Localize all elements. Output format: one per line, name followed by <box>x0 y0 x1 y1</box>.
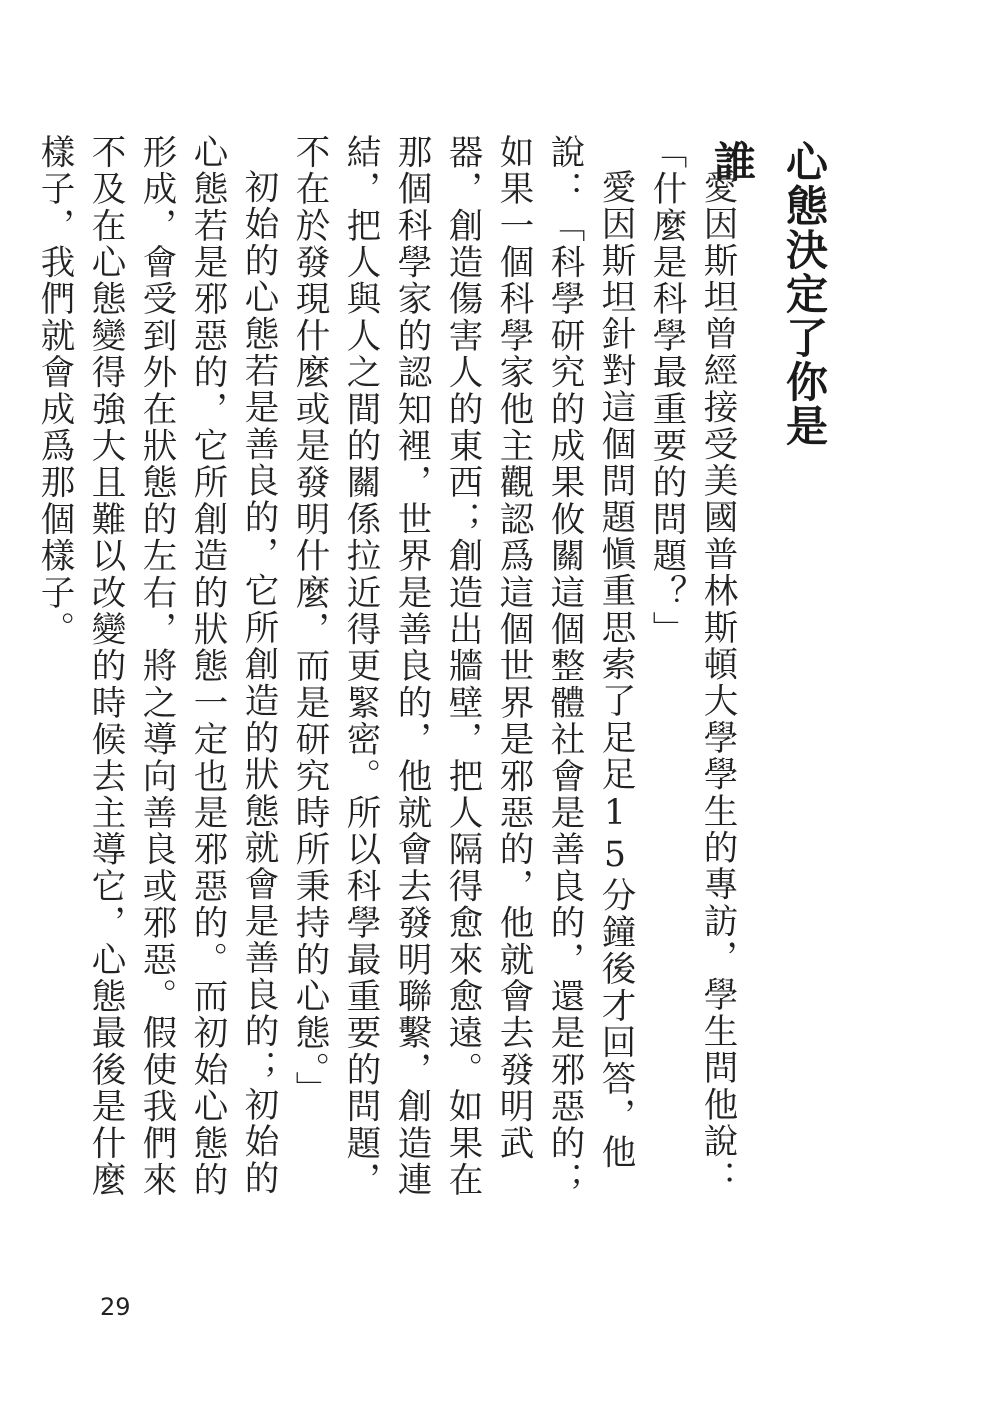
paragraph-3: 初始的心態若是善良的，它所創造的狀態就會是善良的；初始的心態若是邪惡的，它所創造的狀態一定也是邪惡的。而初始心態的形成，會受到外在狀態的左右，將之導向善良或邪惡。假使我們來不及在心態變得強大且難以改變的時候去主導它，心態最後是什麼樣子，我們就會成爲那個樣子。 <box>34 134 278 1199</box>
paragraph-1: 愛因斯坦曾經接受美國普林斯頓大學學生的專訪，學生問他說：「什麼是科學最重要的問題？」 <box>646 134 737 1197</box>
body-text <box>34 134 742 1214</box>
paragraph-2: 愛因斯坦針對這個問題愼重思索了足足15分鐘後才回答，他說：「科學研究的成果攸關這個整體社會是善良的，還是邪惡的；如果一個科學家他主觀認爲這個世界是邪惡的，他就會去發明武器，創造傷害人的東西；創造出牆壁，把人隔得愈來愈遠。如果在那個科學家的認知裡，世界是善良的，他就會去發明聯繫，創造連結，把人與人之間的關係拉近得更緊密。所以科學最重要的問題，不在於發現什麼或是發明什麼，而是研究時所秉持的心態。」 <box>289 134 635 1199</box>
page-number: 29 <box>100 1293 131 1321</box>
chapter-title: 心態決定了你是誰 <box>708 140 829 448</box>
